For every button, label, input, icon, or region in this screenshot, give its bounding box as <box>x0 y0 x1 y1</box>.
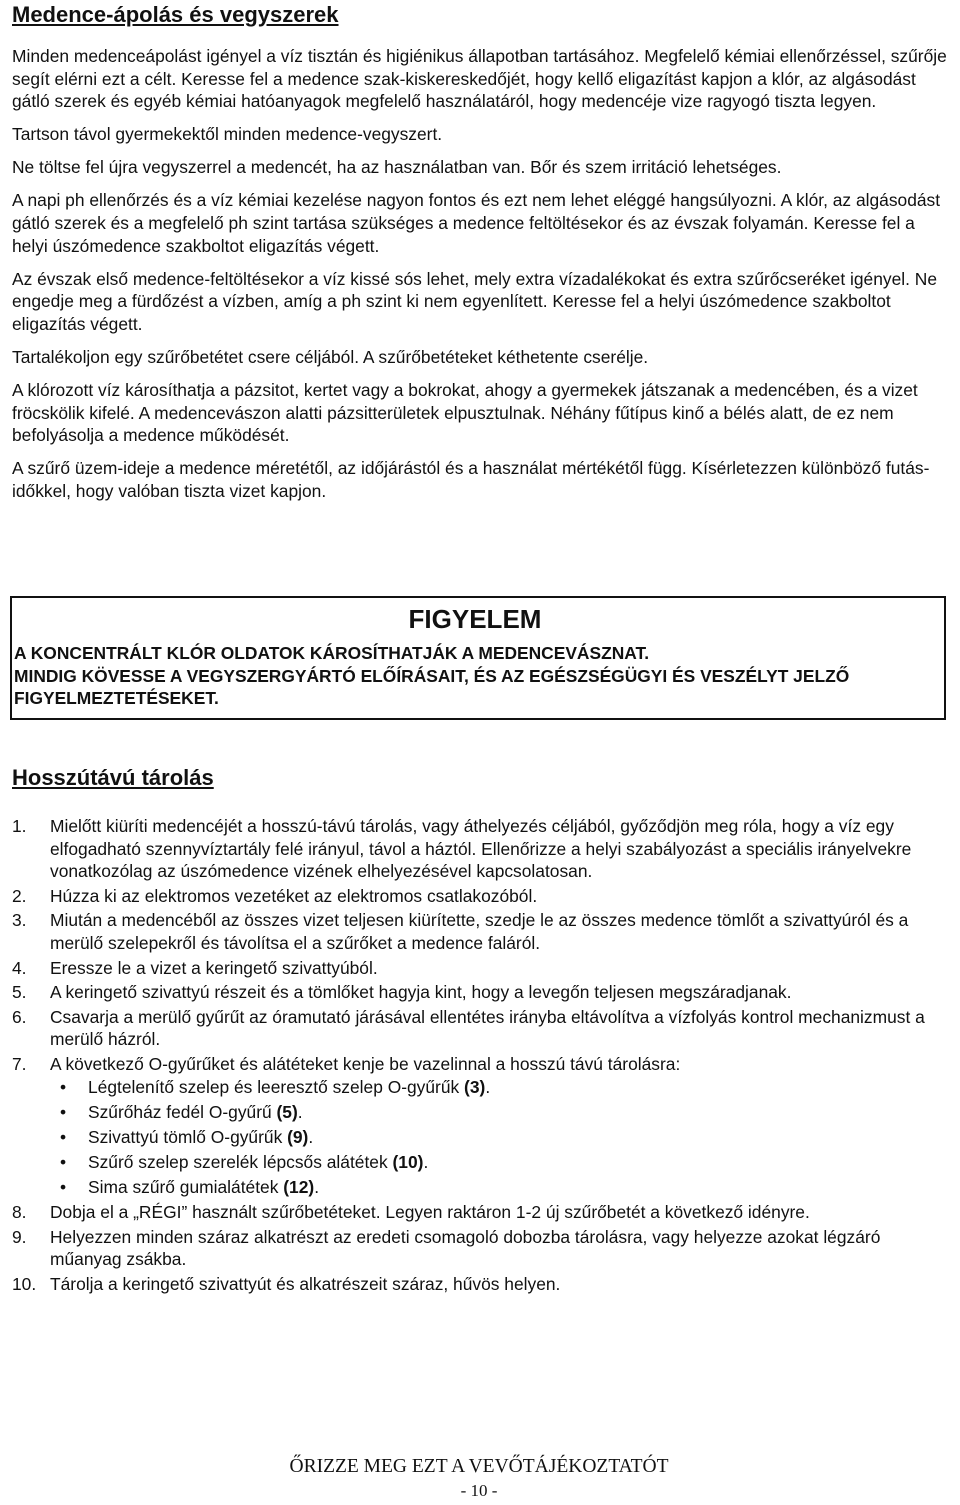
paragraph: Ne töltse fel újra vegyszerrel a medencét, ha az használatban van. Bőr és szem irritáció lehetséges. <box>12 157 782 178</box>
step-number: 10. <box>12 1273 37 1294</box>
sub-item-text: Szűrőház fedél O-gyűrű <box>88 1101 277 1122</box>
step-number: 8. <box>12 1202 27 1222</box>
list-item <box>12 1201 948 1224</box>
list-item <box>12 1273 948 1296</box>
bullet-icon: • <box>59 1126 67 1147</box>
paragraph: Az évszak első medence-feltöltésekor a víz kissé sós lehet, mely extra vízadalékokat és extra szűrőcseréket igényel. Ne engedje meg a fürdőzést a vízben, amíg a ph szint ki nem egyenlített. Keresse fel a helyi úszómedence szakboltot eligazítás végett. <box>12 268 938 334</box>
storage-steps-list <box>12 815 948 1297</box>
step-text: Eressze le a vizet a keringető szivattyúból. <box>50 957 378 978</box>
step-number: 6. <box>12 1006 27 1027</box>
list-item <box>12 981 948 1004</box>
section-title-pool-care: Medence-ápolás és vegyszerek <box>12 2 339 27</box>
step-text: Mielőtt kiüríti medencéjét a hosszú-távú tárolás, vagy áthelyezés céljából, győződjön meg róla, hogy a víz egy elfogadható szennyvíztartály felé irányul, távol a háztól. Ellenőrizze a helyi szabályozást a speciális irányelvekre vonatkozólag az úszómedence vizének elhelyezésével kapcsolatosan. <box>50 816 912 882</box>
step-number: 2. <box>12 885 27 906</box>
sub-list-item <box>50 1101 948 1124</box>
part-reference: (5) <box>276 1101 298 1122</box>
section-title-long-term-storage: Hosszútávú tárolás <box>12 765 214 790</box>
list-item <box>12 909 948 954</box>
list-item <box>12 1226 948 1271</box>
list-item <box>12 815 948 883</box>
bullet-icon: • <box>59 1151 67 1172</box>
sub-item-text: Légtelenítő szelep és leeresztő szelep O-gyűrűk <box>88 1076 465 1097</box>
step-text: Dobja el a „RÉGI” használt szűrőbetéteket. Legyen raktáron 1-2 új szűrőbetét a következő idényre. <box>50 1202 810 1222</box>
warning-box <box>10 596 946 720</box>
step-number: 1. <box>12 816 27 836</box>
warning-title: FIGYELEM <box>408 604 542 634</box>
warning-line-1: A KONCENTRÁLT KLÓR OLDATOK KÁROSÍTHATJÁK A MEDENCEVÁSZNAT. <box>14 643 650 663</box>
sub-item-end: . <box>423 1151 429 1172</box>
paragraph: Minden medenceápolást igényel a víz tisztán és higiénikus állapotban tartásához. Megfelelő kémiai ellenőrzéssel, szűrője segít elérni ezt a célt. Keresse fel a medence szak-kiskereskedőjét, hogy kellő eligazítást kapjon a klór, az algásodást gátló szerek és egyéb kémiai hatóanyagok megfelelő használatáról, hogy medencéje vize ragyogó tiszta legyen. <box>12 46 947 112</box>
part-reference: (3) <box>464 1076 486 1097</box>
list-item <box>12 957 948 980</box>
paragraph: A klórozott víz károsíthatja a pázsitot, kertet vagy a bokrokat, ahogy a gyermekek játszanak a medencében, és a vizet fröcskölik kifelé. A medencevászon alatti pázsitterületek elpusztulnak. Néhány fűtípus kinő a bélés alatt, de ez nem befolyásolja a medence működését. <box>12 380 918 446</box>
paragraph: A napi ph ellenőrzés és a víz kémiai kezelése nagyon fontos és ezt nem lehet eléggé hangsúlyozni. A klór, az algásodást gátló szerek és a megfelelő ph szint tartása szükséges a medence feltöltésekor és az évszak folyamán. Keresse fel a helyi úszómedence szakboltot eligazítás végett. <box>12 190 941 256</box>
list-item <box>12 1053 948 1199</box>
o-ring-list <box>50 1076 948 1199</box>
step-number: 4. <box>12 957 27 978</box>
sub-item-text: Szűrő szelep szerelék lépcsős alátétek <box>88 1151 393 1172</box>
sub-item-end: . <box>314 1176 320 1197</box>
step-number: 3. <box>12 910 27 931</box>
page-number: - 10 - <box>460 1481 498 1500</box>
sub-list-item <box>50 1176 948 1199</box>
step-number: 9. <box>12 1226 27 1247</box>
step-text: A keringető szivattyú részeit és a tömlőket hagyja kint, hogy a levegőn teljesen megszáradjanak. <box>50 982 792 1003</box>
step-text: Miután a medencéből az összes vizet teljesen kiürítette, szedje le az összes medence tömlőt a szivattyúról és a merülő szelepekről és távolítsa el a szűrőket a medence faláról. <box>50 910 909 953</box>
sub-item-end: . <box>297 1101 303 1122</box>
step-number: 7. <box>12 1053 27 1074</box>
paragraph: A szűrő üzem-ideje a medence méretétől, az időjárástól és a használat mértékétől függ. Kísérletezzen különböző futás-időkkel, hogy valóban tiszta vizet kapjon. <box>12 458 930 501</box>
step-text: Helyezzen minden száraz alkatrészt az eredeti csomagoló dobozba tárolásra, vagy helyezze azokat légzáró műanyag zsákba. <box>50 1226 881 1270</box>
paragraph: Tartson távol gyermekektől minden medence-vegyszert. <box>12 124 443 145</box>
part-reference: (10) <box>392 1151 424 1172</box>
list-item <box>12 1006 948 1051</box>
footer-notice: ŐRIZZE MEG EZT A VEVŐTÁJÉKOZTATÓT <box>289 1456 669 1477</box>
paragraph: Tartalékoljon egy szűrőbetétet csere céljából. A szűrőbetéteket kéthetente cserélje. <box>12 347 649 368</box>
bullet-icon: • <box>59 1101 67 1122</box>
step-text: A következő O-gyűrűket és alátéteket kenje be vazelinnal a hosszú távú tárolásra: <box>50 1053 681 1074</box>
sub-list-item <box>50 1151 948 1174</box>
sub-list-item <box>50 1076 948 1099</box>
sub-list-item <box>50 1126 948 1149</box>
bullet-icon: • <box>59 1076 67 1097</box>
step-number: 5. <box>12 982 27 1003</box>
sub-item-end: . <box>485 1076 491 1097</box>
sub-item-end: . <box>308 1126 314 1147</box>
pool-care-body <box>12 45 948 513</box>
part-reference: (12) <box>283 1176 315 1197</box>
list-item <box>12 885 948 908</box>
step-text: Húzza ki az elektromos vezetéket az elektromos csatlakozóból. <box>50 885 538 906</box>
warning-line-2: MINDIG KÖVESSE A VEGYSZERGYÁRTÓ ELŐÍRÁSAIT, ÉS AZ EGÉSZSÉGÜGYI ÉS VESZÉLYT JELZŐ FIGYELMEZTETÉSEKET. <box>14 665 850 709</box>
sub-item-text: Sima szűrő gumialátétek <box>88 1176 284 1197</box>
sub-item-text: Szivattyú tömlő O-gyűrűk <box>88 1126 288 1147</box>
part-reference: (9) <box>287 1126 309 1147</box>
bullet-icon: • <box>59 1176 67 1197</box>
step-text: Tárolja a keringető szivattyút és alkatrészeit száraz, hűvös helyen. <box>50 1273 561 1294</box>
step-text: Csavarja a merülő gyűrűt az óramutató járásával ellentétes irányba eltávolítva a vízfolyás kontrol mechanizmust a merülő házról. <box>50 1006 925 1050</box>
